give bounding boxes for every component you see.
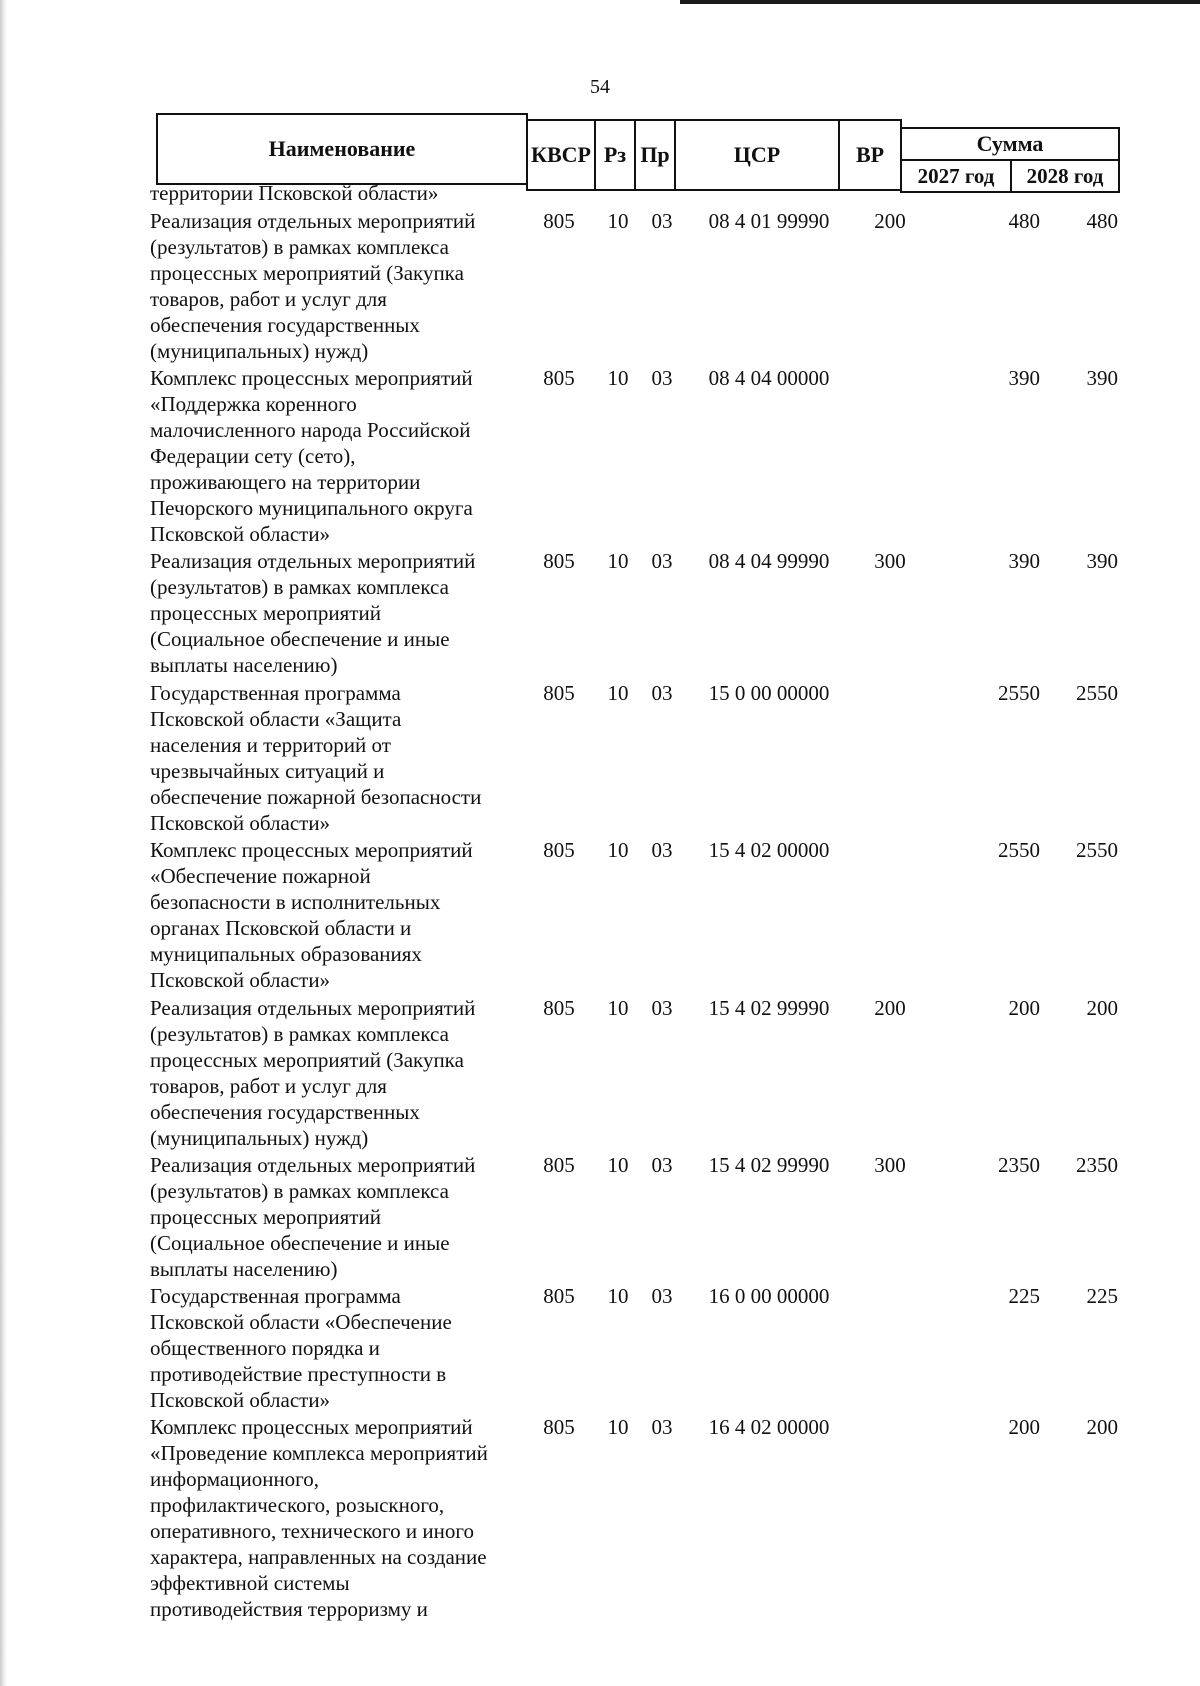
header-pr: Пр [634,119,676,191]
header-vr: ВР [838,119,902,191]
row-name: Комплекс процессных мероприятий «Проведение комплекса мероприятий информационного, профилактического, розыскного, оперативного, технического и иного характера, направленных на создание эффективной системы противодействия терроризму и [150,1415,488,1621]
row-rz: 10 [607,681,629,705]
row-name: Государственная программа Псковской области «Обеспечение общественного порядка и противодействие преступности в Псковской области» [150,1284,452,1412]
row-csr: 08 4 04 99990 [708,549,830,573]
row-sum-2028: 390 [1086,366,1118,390]
row-pr: 03 [651,209,673,233]
row-sum-2028: 2350 [1076,1153,1118,1177]
row-pr: 03 [651,681,673,705]
row-kvsr: 805 [543,209,575,233]
row-sum-2027: 2550 [998,681,1040,705]
row-kvsr: 805 [543,366,575,390]
header-kvsr: КВСР [526,119,596,191]
row-rz: 10 [607,209,629,233]
row-rz: 10 [607,366,629,390]
row-sum-2027: 2350 [998,1153,1040,1177]
row-rz: 10 [607,549,629,573]
row-rz: 10 [607,1284,629,1308]
row-pr: 03 [651,366,673,390]
row-csr: 16 4 02 00000 [708,1415,830,1439]
row-kvsr: 805 [543,1153,575,1177]
row-csr: 08 4 01 99990 [708,209,830,233]
scan-edge-top [680,0,1200,4]
row-name: Реализация отдельных мероприятий (результатов) в рамках комплекса процессных мероприятий (Социальное обеспечение и иные выплаты населению) [150,1153,476,1281]
row-rz: 10 [607,996,629,1020]
row-kvsr: 805 [543,996,575,1020]
row-kvsr: 805 [543,549,575,573]
row-sum-2027: 390 [1008,366,1040,390]
row-name: территории Псковской области» [150,181,439,205]
row-name: Реализация отдельных мероприятий (результатов) в рамках комплекса процессных мероприятий (Закупка товаров, работ и услуг для обеспечения государственных (муниципальных) нужд) [150,209,476,363]
row-sum-2028: 480 [1086,209,1118,233]
row-sum-2028: 390 [1086,549,1118,573]
row-name: Комплекс процессных мероприятий «Обеспечение пожарной безопасности в исполнительных органах Псковской области и муниципальных образованиях Псковской области» [150,838,473,992]
header-csr: ЦСР [674,119,840,191]
scan-edge-left [0,0,7,1686]
row-sum-2028: 225 [1086,1284,1118,1308]
row-csr: 15 4 02 00000 [708,838,830,862]
row-csr: 15 4 02 99990 [708,996,830,1020]
row-sum-2027: 225 [1008,1284,1040,1308]
row-sum-2028: 2550 [1076,838,1118,862]
row-pr: 03 [651,1415,673,1439]
row-vr: 200 [874,209,906,233]
row-pr: 03 [651,1153,673,1177]
row-rz: 10 [607,1153,629,1177]
row-csr: 16 0 00 00000 [708,1284,830,1308]
row-kvsr: 805 [543,681,575,705]
row-name: Реализация отдельных мероприятий (результатов) в рамках комплекса процессных мероприятий (Социальное обеспечение и иные выплаты населению) [150,549,476,677]
row-name: Комплекс процессных мероприятий «Поддержка коренного малочисленного народа Российской Федерации сету (сето), проживающего на территории Печорского муниципального округа Псковской области» [150,366,473,546]
page-number: 54 [590,76,610,98]
header-name: Наименование [156,113,528,185]
row-vr: 300 [874,549,906,573]
row-sum-2028: 200 [1086,996,1118,1020]
row-pr: 03 [651,996,673,1020]
row-vr: 200 [874,996,906,1020]
row-sum-2027: 480 [1008,209,1040,233]
row-name: Реализация отдельных мероприятий (результатов) в рамках комплекса процессных мероприятий (Закупка товаров, работ и услуг для обеспечения государственных (муниципальных) нужд) [150,996,476,1150]
row-pr: 03 [651,838,673,862]
row-kvsr: 805 [543,838,575,862]
row-vr: 300 [874,1153,906,1177]
row-kvsr: 805 [543,1415,575,1439]
row-pr: 03 [651,1284,673,1308]
header-year-2027: 2027 год [900,159,1012,193]
row-name: Государственная программа Псковской области «Защита населения и территорий от чрезвычайных ситуаций и обеспечение пожарной безопасности Псковской области» [150,681,482,835]
row-sum-2028: 200 [1086,1415,1118,1439]
row-sum-2027: 200 [1008,1415,1040,1439]
row-csr: 15 0 00 00000 [708,681,830,705]
header-sum: Сумма [900,127,1120,161]
row-kvsr: 805 [543,1284,575,1308]
row-pr: 03 [651,549,673,573]
row-sum-2027: 390 [1008,549,1040,573]
row-rz: 10 [607,1415,629,1439]
header-year-2028: 2028 год [1010,159,1120,193]
row-sum-2027: 200 [1008,996,1040,1020]
row-csr: 15 4 02 99990 [708,1153,830,1177]
header-rz: Рз [594,119,636,191]
row-csr: 08 4 04 00000 [708,366,830,390]
row-sum-2028: 2550 [1076,681,1118,705]
row-sum-2027: 2550 [998,838,1040,862]
row-rz: 10 [607,838,629,862]
